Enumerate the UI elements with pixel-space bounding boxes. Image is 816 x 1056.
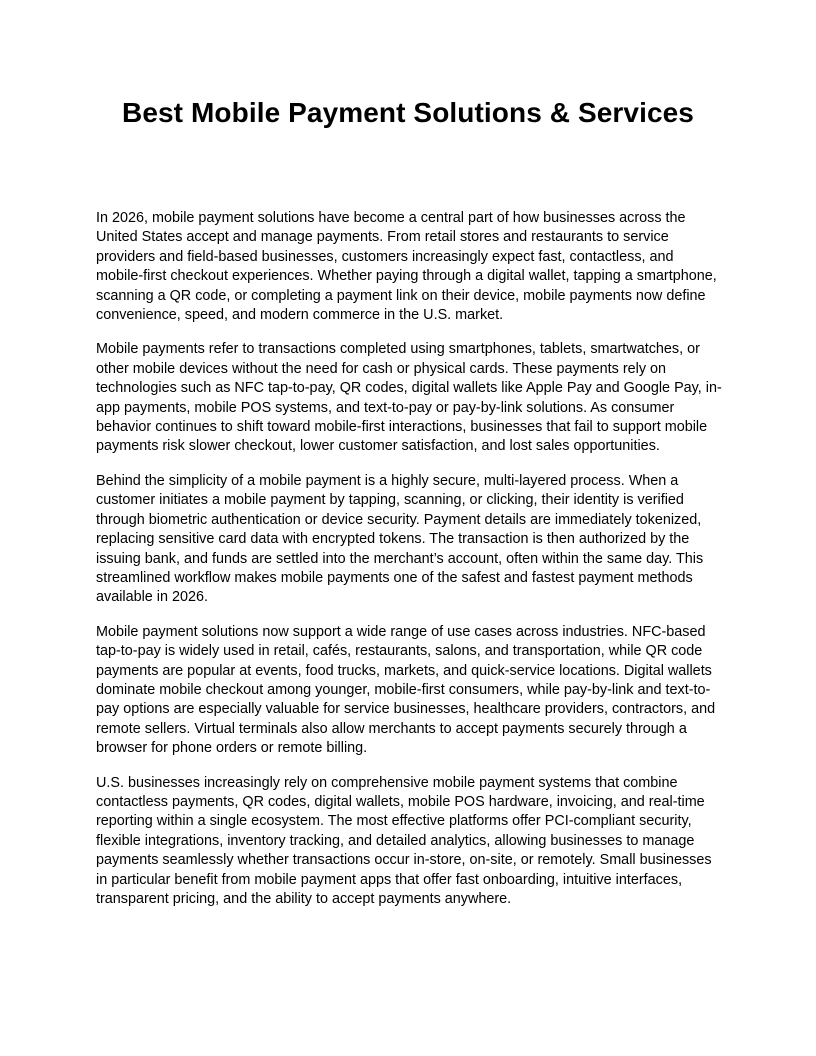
paragraph-ecosystem: U.S. businesses increasingly rely on comprehensive mobile payment systems that combine contactless payments, QR codes, digital wallets, mobile POS hardware, invoicing, and real-time reporting within a single ecosystem. The most effective platforms offer PCI-compliant security, flexible integrations, inventory tracking, and detailed analytics, allowing businesses to manage payments seamlessly whether transactions occur in-store, on-site, or remotely. Small businesses in particular benefit from mobile payment apps that offer fast onboarding, intuitive interfaces, transparent pricing, and the ability to accept payments anywhere. (96, 774, 712, 907)
page-title: Best Mobile Payment Solutions & Services (122, 97, 694, 128)
paragraph-process: Behind the simplicity of a mobile payment is a highly secure, multi-layered process. When a customer initiates a mobile payment by tapping, scanning, or clicking, their identity is verified through biometric authentication or device security. Payment details are immediately tokenized, replacing sensitive card data with encrypted tokens. The transaction is then authorized by the issuing bank, and funds are settled into the merchant’s account, often within the same day. This streamlined workflow makes mobile payments one of the safest and fastest payment methods available in 2026. (96, 472, 704, 606)
paragraph-intro: In 2026, mobile payment solutions have become a central part of how businesses across the United States accept and manage payments. From retail stores and restaurants to service providers and field-based businesses, customers increasingly expect fast, contactless, and mobile-first checkout experiences. Whether paying through a digital wallet, tapping a smartphone, scanning a QR code, or completing a payment link on their device, mobile payments now define convenience, speed, and modern commerce in the U.S. market. (96, 210, 717, 324)
paragraph-use-cases: Mobile payment solutions now support a wide range of use cases across industries. NFC-based tap-to-pay is widely used in retail, cafés, restaurants, salons, and transportation, while QR code payments are popular at events, food trucks, markets, and quick-service locations. Digital wallets dominate mobile checkout among younger, mobile-first consumers, while pay-by-link and text-to-pay options are especially valuable for service businesses, healthcare providers, contractors, and remote sellers. Virtual terminals also allow merchants to accept payments securely through a browser for phone orders or remote billing. (96, 623, 716, 757)
paragraph-definition: Mobile payments refer to transactions completed using smartphones, tablets, smartwatches, or other mobile devices without the need for cash or physical cards. These payments rely on technologies such as NFC tap-to-pay, QR codes, digital wallets like Apple Pay and Google Pay, in-app payments, mobile POS systems, and text-to-pay or pay-by-link solutions. As consumer behavior continues to shift toward mobile-first interactions, businesses that fail to support mobile payments risk slower checkout, lower customer satisfaction, and lost sales opportunities. (96, 341, 722, 455)
document-body (96, 209, 722, 924)
